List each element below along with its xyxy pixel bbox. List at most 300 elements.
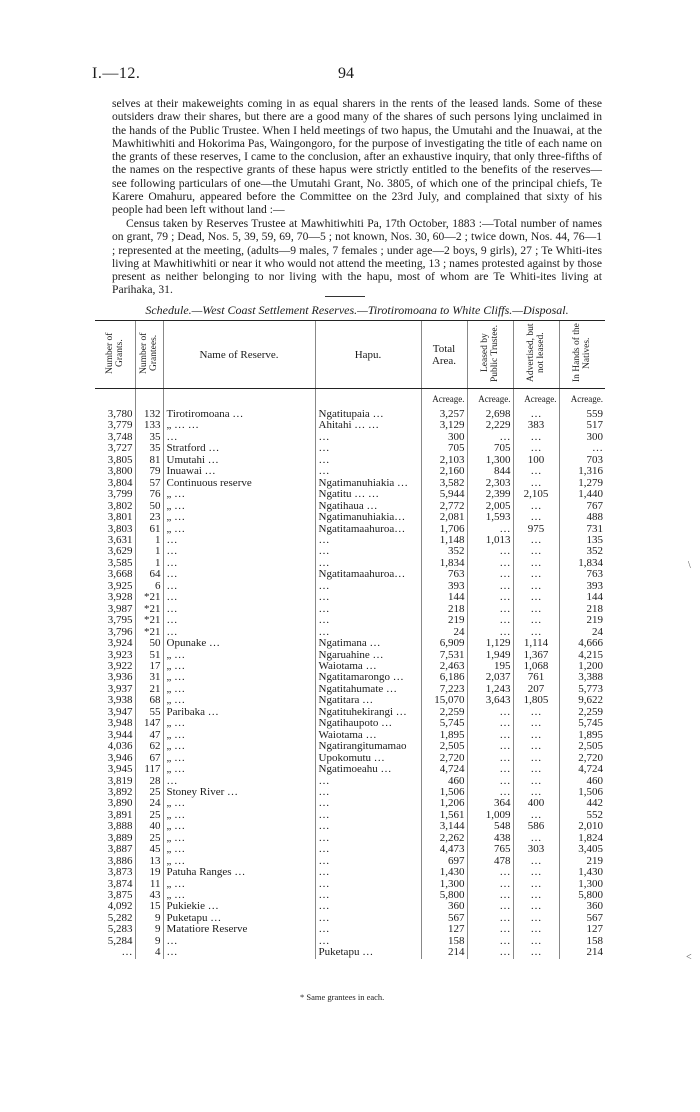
- leased-area-cell: 195: [467, 661, 513, 672]
- reserve-name-cell: …: [163, 936, 315, 947]
- natives-area-cell: 1,279: [559, 478, 605, 489]
- natives-area-cell: 9,622: [559, 695, 605, 706]
- natives-area-cell: 552: [559, 810, 605, 821]
- hapu-name-cell: …: [315, 856, 421, 867]
- grantee-count-cell: 6: [135, 581, 163, 592]
- paragraph-1: selves at their makeweights coming in as equal sharers in the rents of the leased lands. Some of these outsiders draw their shares, but there are a good many of the shares of such persons lying unclaimed in the hands of the Public Trustee. When I held meetings of two hapus, the Umutahi and the Inuawai, at the Mawhitiwhiti and Hokorima Pas, Waingongoro, for the purpose of investigating the title of each name on the grants of these reserves, I came to the conclusion, after an exhaustive inquiry, that only three-fifths of the names on the respective grants of these hapus were strictly entitled to the benefits of the reserves—see following particulars of one—the Umutahi Grant, No. 3805, of which one of the principal chiefs, Te Karere Omahuru, appeared before the Committee on the 23rd July, and complained that sixty of his people had been left without land :—: [112, 97, 602, 217]
- grantee-count-cell: 76: [135, 489, 163, 500]
- table-row: [95, 867, 605, 878]
- reserve-name-cell: „ …: [163, 501, 315, 512]
- table-row: [95, 787, 605, 798]
- hapu-name-cell: Upokomutu …: [315, 753, 421, 764]
- natives-area-cell: 360: [559, 901, 605, 912]
- natives-area-cell: 517: [559, 420, 605, 431]
- leased-area-cell: 1,949: [467, 650, 513, 661]
- advertised-area-cell: 2,105: [513, 489, 559, 500]
- document-reference: I.—12.: [92, 65, 141, 82]
- grantee-count-cell: *21: [135, 592, 163, 603]
- natives-area-cell: 5,773: [559, 684, 605, 695]
- leased-area-cell: 364: [467, 798, 513, 809]
- table-row: [95, 879, 605, 890]
- advertised-area-cell: …: [513, 787, 559, 798]
- grantee-count-cell: 117: [135, 764, 163, 775]
- table-row: [95, 856, 605, 867]
- natives-area-cell: 2,259: [559, 707, 605, 718]
- grantee-count-cell: 31: [135, 672, 163, 683]
- leased-area-cell: …: [467, 604, 513, 615]
- natives-area-cell: 2,010: [559, 821, 605, 832]
- table-row: [95, 833, 605, 844]
- grant-number-cell: 3,668: [107, 569, 133, 581]
- reserve-name-cell: „ …: [163, 879, 315, 890]
- hapu-name-cell: Ngatituhekirangi …: [315, 707, 421, 718]
- leased-area-cell: …: [467, 924, 513, 935]
- leased-area-cell: 2,698: [467, 409, 513, 420]
- table-row: [95, 776, 605, 787]
- grantee-count-cell: 62: [135, 741, 163, 752]
- natives-area-cell: 158: [559, 936, 605, 947]
- hapu-name-cell: Puketapu …: [315, 947, 421, 958]
- leased-area-cell: 2,005: [467, 501, 513, 512]
- reserve-name-cell: Continuous reserve: [163, 478, 315, 489]
- grant-number-cell: 3,805: [107, 454, 133, 466]
- table-row: [95, 650, 605, 661]
- total-area-cell: 214: [421, 947, 467, 958]
- advertised-area-cell: …: [513, 867, 559, 878]
- footnote: * Same grantees in each.: [300, 992, 385, 1002]
- grant-number-cell: 5,282: [107, 912, 133, 924]
- leased-area-cell: …: [467, 569, 513, 580]
- table-row: [95, 627, 605, 638]
- total-area-cell: 6,909: [421, 638, 467, 649]
- grantee-count-cell: *21: [135, 604, 163, 615]
- hapu-name-cell: …: [315, 879, 421, 890]
- natives-area-cell: 1,506: [559, 787, 605, 798]
- grantee-count-cell: 1: [135, 535, 163, 546]
- total-area-cell: 460: [421, 776, 467, 787]
- units-row: [95, 389, 605, 410]
- leased-area-cell: 1,593: [467, 512, 513, 523]
- hapu-name-cell: …: [315, 924, 421, 935]
- grant-number-cell: 3,925: [107, 580, 133, 592]
- leased-area-cell: …: [467, 753, 513, 764]
- leased-area-cell: 1,300: [467, 455, 513, 466]
- reserve-name-cell: …: [163, 569, 315, 580]
- reserve-name-cell: Tirotiromoana …: [163, 409, 315, 420]
- grant-number-cell: 3,780: [107, 409, 133, 420]
- grantee-count-cell: *21: [135, 615, 163, 626]
- grant-number-cell: 3,936: [107, 672, 133, 684]
- reserve-name-cell: „ …: [163, 856, 315, 867]
- leased-area-cell: 2,229: [467, 420, 513, 431]
- table-row: [95, 901, 605, 912]
- table-row: [95, 409, 605, 420]
- natives-area-cell: 488: [559, 512, 605, 523]
- natives-area-cell: 218: [559, 604, 605, 615]
- grant-number-cell: 3,892: [107, 786, 133, 798]
- hapu-name-cell: Ngatimanuhiakia …: [315, 478, 421, 489]
- grant-number-cell: 3,801: [107, 512, 133, 524]
- reserve-name-cell: „ …: [163, 730, 315, 741]
- total-area-cell: 3,582: [421, 478, 467, 489]
- grant-number-cell: 3,727: [107, 443, 133, 455]
- natives-area-cell: 1,824: [559, 833, 605, 844]
- grant-number-cell: 3,928: [107, 592, 133, 604]
- hapu-name-cell: Ngatimana …: [315, 638, 421, 649]
- advertised-area-cell: …: [513, 432, 559, 443]
- grant-number-cell: 3,796: [107, 626, 133, 638]
- grantee-count-cell: 9: [135, 924, 163, 935]
- reserve-name-cell: …: [163, 627, 315, 638]
- grant-number-cell: 3,947: [107, 706, 133, 718]
- hapu-name-cell: Ngatitamarongo …: [315, 672, 421, 683]
- leased-area-cell: 1,243: [467, 684, 513, 695]
- natives-area-cell: 559: [559, 409, 605, 420]
- advertised-area-cell: …: [513, 901, 559, 912]
- grantee-count-cell: 43: [135, 890, 163, 901]
- leased-area-cell: …: [467, 707, 513, 718]
- advertised-area-cell: …: [513, 947, 559, 958]
- advertised-area-cell: 1,068: [513, 661, 559, 672]
- grantee-count-cell: 81: [135, 455, 163, 466]
- natives-area-cell: 2,720: [559, 753, 605, 764]
- hapu-name-cell: Ngatitu … …: [315, 489, 421, 500]
- reserve-name-cell: …: [163, 615, 315, 626]
- reserve-name-cell: „ …: [163, 753, 315, 764]
- total-area-cell: 1,834: [421, 558, 467, 569]
- grantee-count-cell: 25: [135, 833, 163, 844]
- col-header-hapu: Hapu.: [315, 321, 421, 389]
- total-area-cell: 1,561: [421, 810, 467, 821]
- total-area-cell: 2,103: [421, 455, 467, 466]
- grant-number-cell: 3,779: [107, 420, 133, 432]
- grant-number-cell: 3,889: [107, 832, 133, 844]
- hapu-name-cell: Ngatirangitumamao: [315, 741, 421, 752]
- total-area-cell: 218: [421, 604, 467, 615]
- hapu-name-cell: Ngatimanuhiakia…: [315, 512, 421, 523]
- advertised-area-cell: …: [513, 764, 559, 775]
- leased-area-cell: 2,399: [467, 489, 513, 500]
- natives-area-cell: 1,440: [559, 489, 605, 500]
- grant-number-cell: 3,804: [107, 477, 133, 489]
- total-area-cell: 2,505: [421, 741, 467, 752]
- grant-number-cell: 5,283: [107, 924, 133, 936]
- natives-area-cell: 219: [559, 856, 605, 867]
- grant-number-cell: 3,874: [107, 878, 133, 890]
- advertised-area-cell: …: [513, 810, 559, 821]
- table-row: [95, 592, 605, 603]
- reserve-name-cell: …: [163, 558, 315, 569]
- hapu-name-cell: …: [315, 798, 421, 809]
- advertised-area-cell: 207: [513, 684, 559, 695]
- grantee-count-cell: *21: [135, 627, 163, 638]
- natives-area-cell: …: [559, 443, 605, 454]
- advertised-area-cell: …: [513, 466, 559, 477]
- unit-cell: [95, 389, 135, 410]
- natives-area-cell: 460: [559, 776, 605, 787]
- leased-area-cell: …: [467, 879, 513, 890]
- grantee-count-cell: 50: [135, 501, 163, 512]
- leased-area-cell: …: [467, 718, 513, 729]
- total-area-cell: 4,724: [421, 764, 467, 775]
- grantee-count-cell: 13: [135, 856, 163, 867]
- reserve-name-cell: …: [163, 592, 315, 603]
- reserve-name-cell: …: [163, 546, 315, 557]
- grant-number-cell: 3,948: [107, 718, 133, 730]
- total-area-cell: 2,463: [421, 661, 467, 672]
- hapu-name-cell: …: [315, 890, 421, 901]
- natives-area-cell: 4,666: [559, 638, 605, 649]
- grantee-count-cell: 61: [135, 524, 163, 535]
- natives-area-cell: 1,200: [559, 661, 605, 672]
- reserve-name-cell: …: [163, 604, 315, 615]
- natives-area-cell: 1,895: [559, 730, 605, 741]
- hapu-name-cell: Ngatitara …: [315, 695, 421, 706]
- total-area-cell: 763: [421, 569, 467, 580]
- grantee-count-cell: 24: [135, 798, 163, 809]
- unit-cell: [163, 389, 315, 410]
- total-area-cell: 2,259: [421, 707, 467, 718]
- total-area-cell: 1,300: [421, 879, 467, 890]
- grant-number-cell: 3,795: [107, 615, 133, 627]
- total-area-cell: 1,706: [421, 524, 467, 535]
- leased-area-cell: …: [467, 432, 513, 443]
- advertised-area-cell: …: [513, 478, 559, 489]
- advertised-area-cell: …: [513, 558, 559, 569]
- grantee-count-cell: 51: [135, 650, 163, 661]
- hapu-name-cell: …: [315, 627, 421, 638]
- hapu-name-cell: …: [315, 821, 421, 832]
- advertised-area-cell: …: [513, 604, 559, 615]
- total-area-cell: 15,070: [421, 695, 467, 706]
- grantee-count-cell: 9: [135, 936, 163, 947]
- total-area-cell: 2,081: [421, 512, 467, 523]
- paragraph-2: Census taken by Reserves Trustee at Mawhitiwhiti Pa, 17th October, 1883 :—Total number of names on grant, 79 ; Dead, Nos. 5, 39, 59, 69, 70—5 ; not known, Nos. 30, 60—2 ; twice down, Nos. 44, 76—1 ; represented at the meeting, (adults—9 males, 7 females ; under age—2 boys, 9 girls), 27 ; Te Whiti-ites living at Mawhitiwhiti or near it who would not attend the meeting, 13 ; names protested against by those present as neither belonging to nor living with the hapu, most of whom are Te Whiti-ites living at Parihaka, 31.: [112, 217, 602, 297]
- hapu-name-cell: Ngatitupaia …: [315, 409, 421, 420]
- hapu-name-cell: …: [315, 546, 421, 557]
- reserve-name-cell: „ …: [163, 672, 315, 683]
- advertised-area-cell: …: [513, 592, 559, 603]
- grant-number-cell: 3,924: [107, 638, 133, 650]
- total-area-cell: 5,944: [421, 489, 467, 500]
- leased-area-cell: 844: [467, 466, 513, 477]
- grant-number-cell: 3,891: [107, 809, 133, 821]
- total-area-cell: 24: [421, 627, 467, 638]
- leased-area-cell: 705: [467, 443, 513, 454]
- total-area-cell: 4,473: [421, 844, 467, 855]
- hapu-name-cell: Ngatimoeahu …: [315, 764, 421, 775]
- reserve-name-cell: …: [163, 947, 315, 958]
- col-header-grantees: Number of Grantees.: [135, 321, 163, 389]
- leased-area-cell: 1,009: [467, 810, 513, 821]
- grant-number-cell: 3,748: [107, 431, 133, 443]
- grantee-count-cell: 79: [135, 466, 163, 477]
- advertised-area-cell: …: [513, 879, 559, 890]
- advertised-area-cell: …: [513, 741, 559, 752]
- total-area-cell: 1,895: [421, 730, 467, 741]
- advertised-area-cell: 761: [513, 672, 559, 683]
- grant-number-cell: 5,284: [107, 935, 133, 947]
- grantee-count-cell: 19: [135, 867, 163, 878]
- leased-area-cell: …: [467, 615, 513, 626]
- advertised-area-cell: …: [513, 569, 559, 580]
- col-header-reserve: Name of Reserve.: [163, 321, 315, 389]
- grantee-count-cell: 45: [135, 844, 163, 855]
- advertised-area-cell: 1,367: [513, 650, 559, 661]
- reserve-name-cell: Inuawai …: [163, 466, 315, 477]
- reserve-name-cell: Puketapu …: [163, 913, 315, 924]
- total-area-cell: 3,257: [421, 409, 467, 420]
- total-area-cell: 1,430: [421, 867, 467, 878]
- table-row: [95, 753, 605, 764]
- advertised-area-cell: …: [513, 833, 559, 844]
- grantee-count-cell: 25: [135, 810, 163, 821]
- table-row: [95, 420, 605, 431]
- unit-cell: [315, 389, 421, 410]
- grantee-count-cell: 132: [135, 409, 163, 420]
- grant-number-cell: 3,629: [107, 546, 133, 558]
- grant-number-cell: 3,799: [107, 489, 133, 501]
- leased-area-cell: 1,129: [467, 638, 513, 649]
- total-area-cell: 3,144: [421, 821, 467, 832]
- unit-cell: [135, 389, 163, 410]
- grantee-count-cell: 28: [135, 776, 163, 787]
- hapu-name-cell: …: [315, 936, 421, 947]
- hapu-name-cell: Waiotama …: [315, 730, 421, 741]
- table-row: [95, 844, 605, 855]
- reserve-name-cell: Stratford …: [163, 443, 315, 454]
- hapu-name-cell: Ngaruahine …: [315, 650, 421, 661]
- natives-area-cell: 2,505: [559, 741, 605, 752]
- reserve-name-cell: …: [163, 535, 315, 546]
- hapu-name-cell: …: [315, 535, 421, 546]
- reserve-name-cell: „ …: [163, 844, 315, 855]
- advertised-area-cell: 975: [513, 524, 559, 535]
- grant-number-cell: 3,875: [107, 890, 133, 902]
- leased-area-cell: …: [467, 558, 513, 569]
- table-row: [95, 501, 605, 512]
- table-row: [95, 684, 605, 695]
- col-header-natives: In Hands of the Natives.: [559, 321, 605, 389]
- leased-area-cell: …: [467, 901, 513, 912]
- table-row: [95, 455, 605, 466]
- grantee-count-cell: 133: [135, 420, 163, 431]
- hapu-name-cell: …: [315, 592, 421, 603]
- grant-number-cell: 3,890: [107, 798, 133, 810]
- reserve-name-cell: Pukiekie …: [163, 901, 315, 912]
- advertised-area-cell: …: [513, 443, 559, 454]
- grantee-count-cell: 17: [135, 661, 163, 672]
- total-area-cell: 352: [421, 546, 467, 557]
- table-row: [95, 730, 605, 741]
- table-row: [95, 546, 605, 557]
- natives-area-cell: 1,834: [559, 558, 605, 569]
- grant-number-cell: 3,987: [107, 603, 133, 615]
- advertised-area-cell: …: [513, 936, 559, 947]
- table-row: [95, 443, 605, 454]
- reserve-name-cell: „ …: [163, 833, 315, 844]
- advertised-area-cell: 303: [513, 844, 559, 855]
- grant-number-cell: 3,631: [107, 534, 133, 546]
- table-row: [95, 638, 605, 649]
- natives-area-cell: 3,405: [559, 844, 605, 855]
- grantee-count-cell: 57: [135, 478, 163, 489]
- natives-area-cell: 763: [559, 569, 605, 580]
- natives-area-cell: 135: [559, 535, 605, 546]
- reserve-name-cell: …: [163, 432, 315, 443]
- grant-number-cell: …: [121, 947, 133, 959]
- hapu-name-cell: …: [315, 604, 421, 615]
- table-row: [95, 558, 605, 569]
- advertised-area-cell: …: [513, 730, 559, 741]
- natives-area-cell: 4,724: [559, 764, 605, 775]
- leased-area-cell: …: [467, 546, 513, 557]
- leased-area-cell: …: [467, 741, 513, 752]
- leased-area-cell: …: [467, 913, 513, 924]
- page-number: 94: [338, 65, 354, 82]
- natives-area-cell: 144: [559, 592, 605, 603]
- grant-number-cell: 3,938: [107, 695, 133, 707]
- hapu-name-cell: …: [315, 867, 421, 878]
- total-area-cell: 1,506: [421, 787, 467, 798]
- advertised-area-cell: …: [513, 753, 559, 764]
- table-row: [95, 604, 605, 615]
- leased-area-cell: …: [467, 581, 513, 592]
- total-area-cell: 5,800: [421, 890, 467, 901]
- hapu-name-cell: Ahitahi … …: [315, 420, 421, 431]
- natives-area-cell: 219: [559, 615, 605, 626]
- leased-area-cell: 2,037: [467, 672, 513, 683]
- leased-area-cell: …: [467, 787, 513, 798]
- table-row: [95, 581, 605, 592]
- advertised-area-cell: …: [513, 546, 559, 557]
- reserve-name-cell: „ …: [163, 684, 315, 695]
- table-row: [95, 615, 605, 626]
- leased-area-cell: …: [467, 936, 513, 947]
- hapu-name-cell: …: [315, 913, 421, 924]
- advertised-area-cell: 400: [513, 798, 559, 809]
- total-area-cell: 144: [421, 592, 467, 603]
- hapu-name-cell: …: [315, 810, 421, 821]
- hapu-name-cell: …: [315, 432, 421, 443]
- hapu-name-cell: …: [315, 776, 421, 787]
- total-area-cell: 1,206: [421, 798, 467, 809]
- total-area-cell: 1,148: [421, 535, 467, 546]
- table-row: [95, 913, 605, 924]
- grant-number-cell: 4,036: [107, 741, 133, 753]
- hapu-name-cell: Waiotama …: [315, 661, 421, 672]
- grant-number-cell: 3,946: [107, 752, 133, 764]
- hapu-name-cell: …: [315, 615, 421, 626]
- reserve-name-cell: Patuha Ranges …: [163, 867, 315, 878]
- natives-area-cell: 703: [559, 455, 605, 466]
- natives-area-cell: 214: [559, 947, 605, 958]
- grant-number-cell: 4,092: [107, 901, 133, 913]
- grantee-count-cell: 47: [135, 730, 163, 741]
- schedule-caption: Schedule.—West Coast Settlement Reserves.—Tirotiromoana to White Cliffs.—Disposal.: [145, 303, 569, 317]
- grant-number-cell: 3,585: [107, 557, 133, 569]
- leased-area-cell: 3,643: [467, 695, 513, 706]
- natives-area-cell: 300: [559, 432, 605, 443]
- advertised-area-cell: …: [513, 501, 559, 512]
- table-row: [95, 810, 605, 821]
- reserve-name-cell: Umutahi …: [163, 455, 315, 466]
- table-header-row: [95, 321, 605, 389]
- reserve-name-cell: „ …: [163, 661, 315, 672]
- total-area-cell: 7,531: [421, 650, 467, 661]
- grantee-count-cell: 11: [135, 879, 163, 890]
- natives-area-cell: 24: [559, 627, 605, 638]
